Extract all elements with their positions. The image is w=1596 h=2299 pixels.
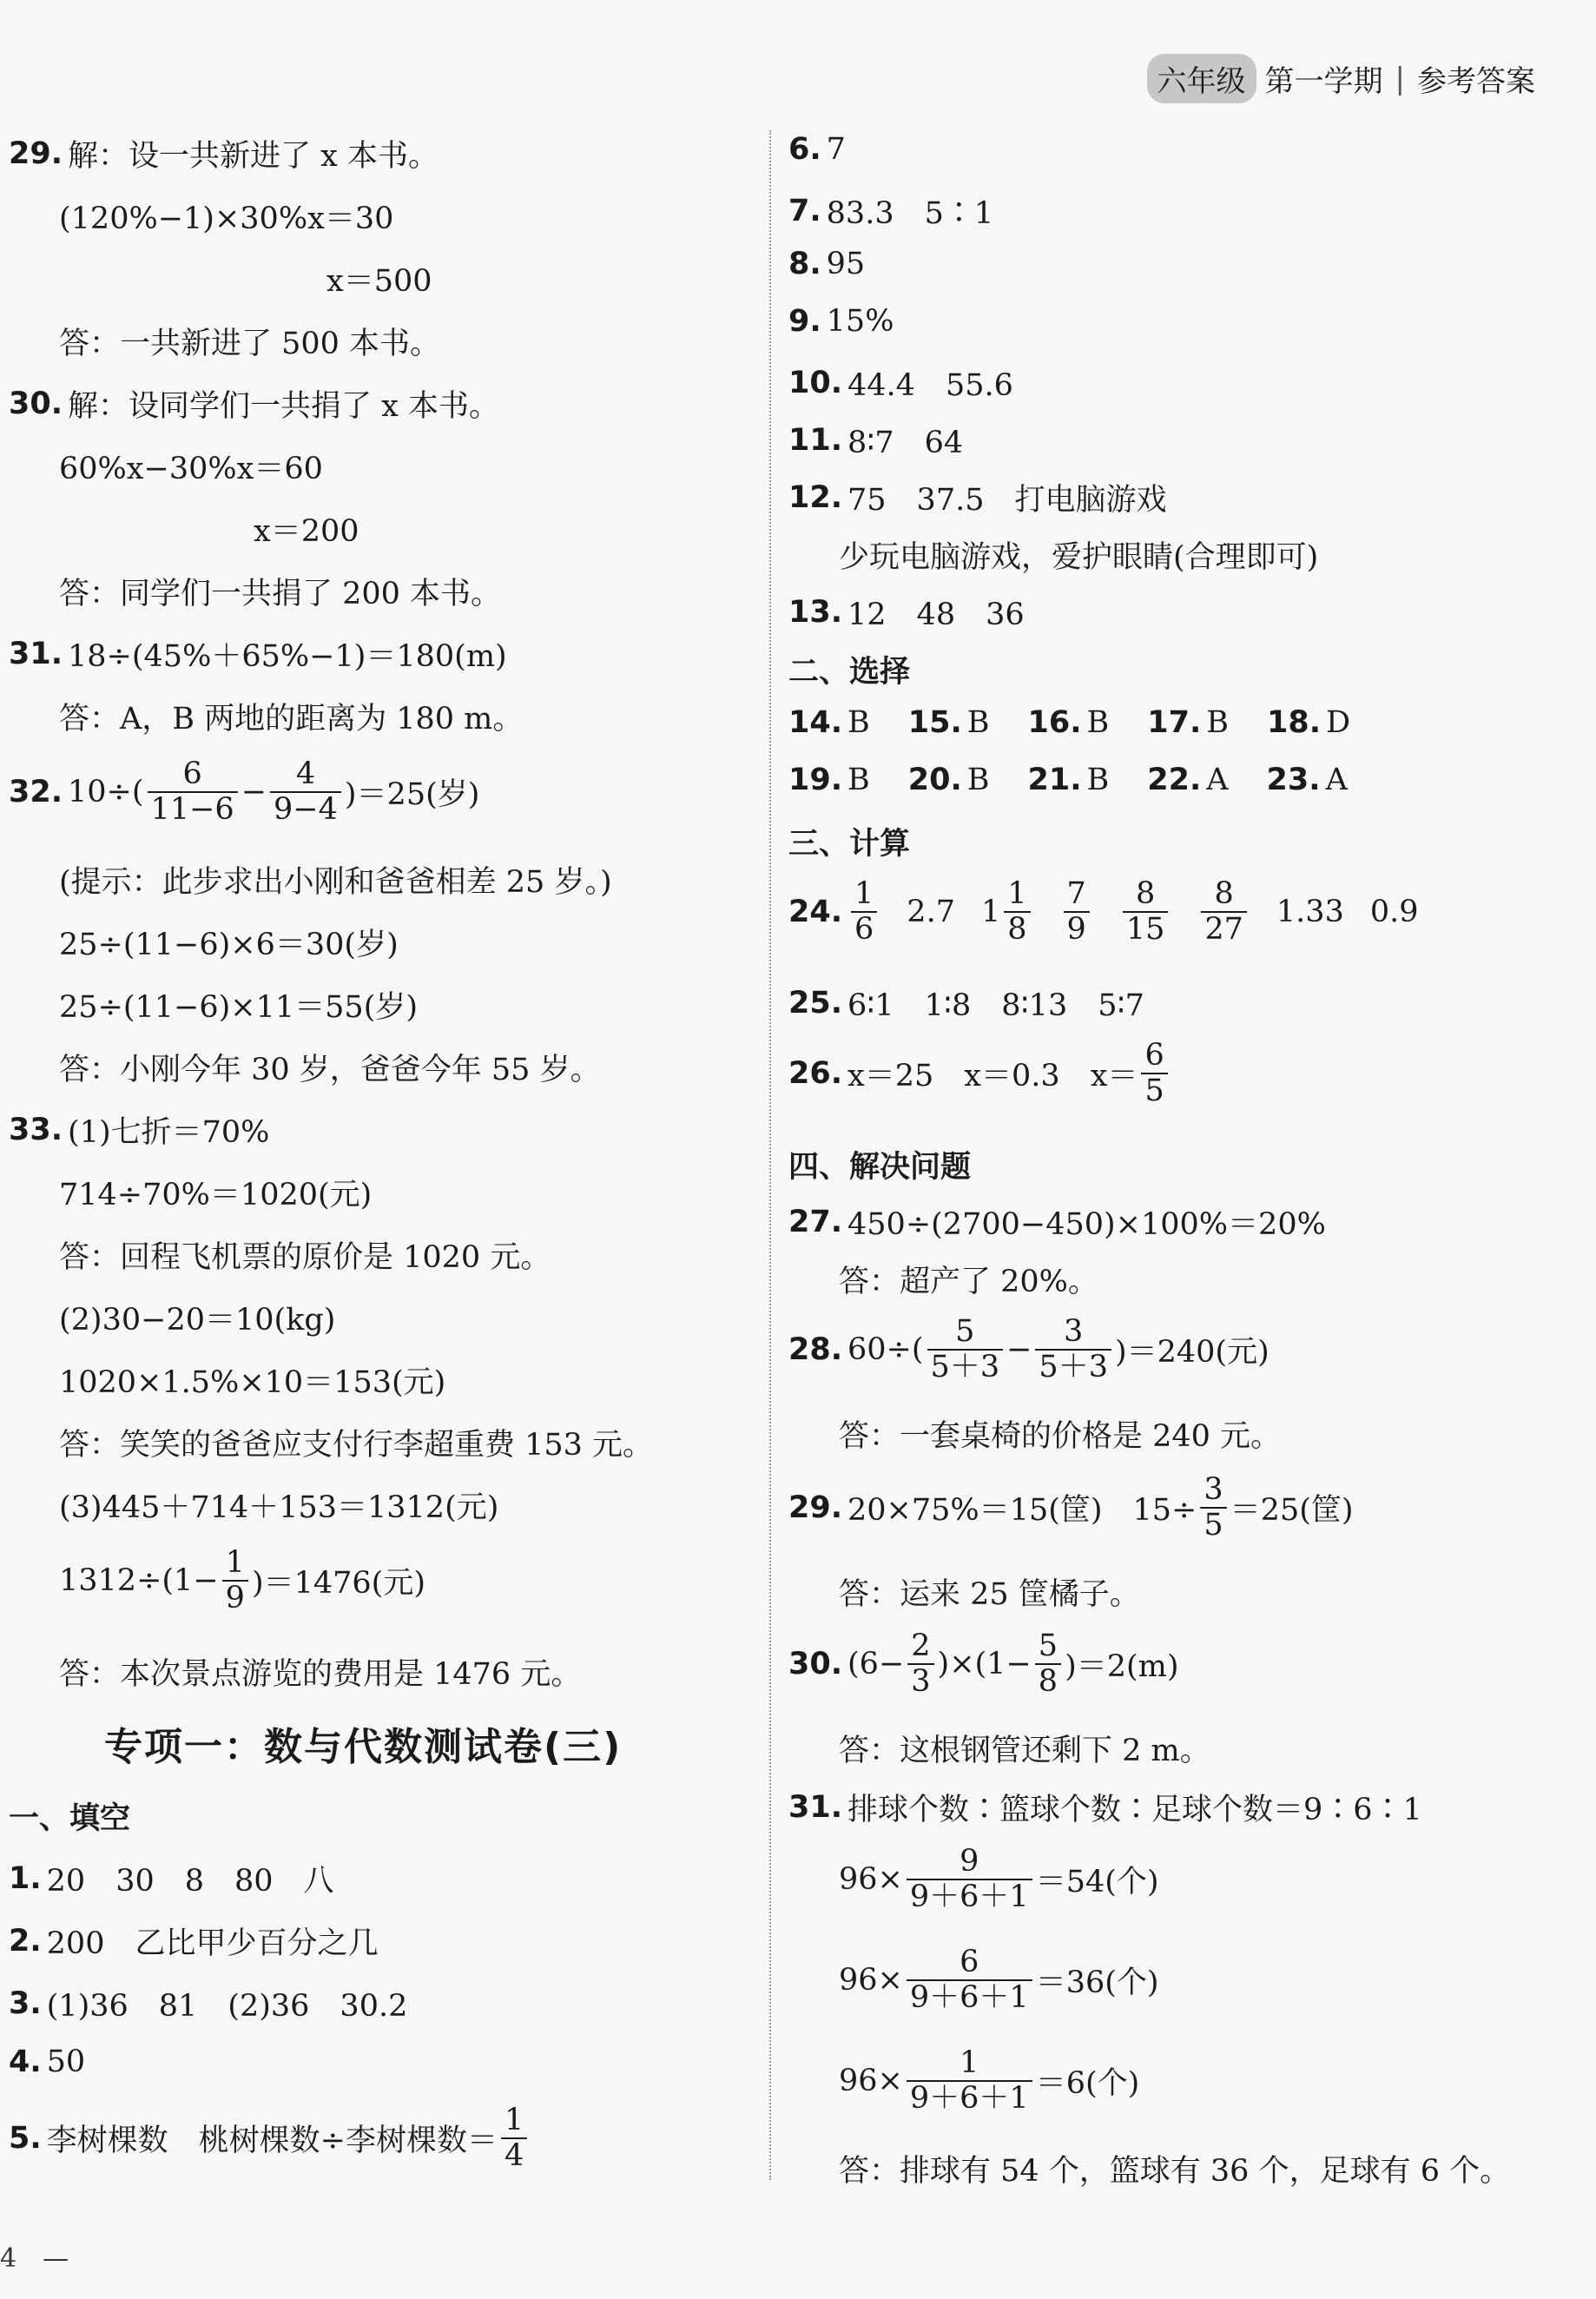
fraction: $\frac{4}{9-4}$ bbox=[270, 757, 341, 826]
answer-line: 13. 12 48 36 bbox=[788, 595, 1025, 632]
answer-line: 答：一共新进了 500 本书。 bbox=[59, 327, 441, 361]
answer-line: 29. 解：设一共新进了 x 本书。 bbox=[9, 136, 439, 174]
answer-line: 25. 6∶1 1∶8 8∶13 5∶7 bbox=[788, 986, 1144, 1023]
choice-row: 14. B 15. B 16. B 17. B 18. D bbox=[788, 705, 1351, 740]
answer-line: 7. 83.3 5∶1 bbox=[788, 194, 994, 231]
answer-line: 96× $\frac{1}{9+6+1}$ ＝6(个) bbox=[839, 2045, 1140, 2116]
fraction: $\frac{1}{6}$ bbox=[851, 877, 877, 946]
fraction: $\frac{6}{9+6+1}$ bbox=[907, 1946, 1032, 2014]
answer-line: (3)445＋714＋153＝1312(元) bbox=[59, 1490, 499, 1525]
answer-line: x＝500 bbox=[326, 264, 432, 299]
answer-line: (2)30−20＝10(kg) bbox=[59, 1303, 336, 1338]
fraction: $\frac{1}{4}$ bbox=[501, 2104, 527, 2172]
section-label: 参考答案 bbox=[1417, 64, 1535, 99]
answer-line: 31. 18÷(45%＋65%−1)＝180(m) bbox=[9, 637, 507, 674]
answer-line: 答：超产了 20%。 bbox=[839, 1265, 1098, 1299]
answer-line: 1020×1.5%×10＝153(元) bbox=[59, 1365, 446, 1400]
answer-line: 答：运来 25 筐橘子。 bbox=[839, 1577, 1140, 1612]
answer-line: 1312÷(1− $\frac{1}{9}$ )＝1476(元) bbox=[59, 1545, 425, 1615]
section-heading: 四、解决问题 bbox=[788, 1150, 972, 1185]
fraction: $\frac{6}{11-6}$ bbox=[148, 757, 238, 826]
answer-line: 8. 95 bbox=[788, 247, 866, 281]
header-separator: | bbox=[1395, 61, 1405, 96]
answer-line: 28. 60÷( $\frac{5}{5+3}$ − $\frac{3}{5+3}$ )＝240(元) bbox=[788, 1314, 1270, 1384]
section-heading: 三、计算 bbox=[788, 827, 911, 862]
answer-line: 6. 7 bbox=[788, 132, 846, 167]
answer-line: 2. 200 乙比甲少百分之几 bbox=[9, 1924, 379, 1961]
fraction: $\frac{3}{5}$ bbox=[1200, 1473, 1226, 1542]
fraction: $\frac{7}{9}$ bbox=[1064, 877, 1090, 946]
answer-line: x＝200 bbox=[254, 514, 359, 549]
answer-line: 27. 450÷(2700−450)×100%＝20% bbox=[788, 1205, 1326, 1242]
fraction: $\frac{5}{8}$ bbox=[1035, 1629, 1061, 1698]
fraction: $\frac{9}{9+6+1}$ bbox=[907, 1845, 1032, 1913]
answer-line: 3. (1)36 81 (2)36 30.2 bbox=[9, 1986, 408, 2024]
section-heading: 一、填空 bbox=[9, 1801, 131, 1836]
answer-line: 答：排球有 54 个，篮球有 36 个，足球有 6 个。 bbox=[839, 2154, 1511, 2189]
fraction: $\frac{1}{9+6+1}$ bbox=[907, 2046, 1032, 2115]
answer-line: 33. (1)七折＝70% bbox=[9, 1113, 270, 1150]
column-divider bbox=[769, 130, 771, 2180]
fraction: $\frac{2}{3}$ bbox=[907, 1629, 933, 1698]
answer-line: 答：这根钢管还剩下 2 m。 bbox=[839, 1734, 1210, 1768]
answer-line: 30. (6− $\frac{2}{3}$ )×(1− $\frac{5}{8}$ )＝2(m) bbox=[788, 1628, 1179, 1699]
answer-line: 12. 75 37.5 打电脑游戏 bbox=[788, 480, 1167, 518]
fraction: $\frac{3}{5+3}$ bbox=[1035, 1315, 1111, 1384]
answer-line: 10. 44.4 55.6 bbox=[788, 366, 1013, 403]
answer-line: 32. 10÷( $\frac{6}{11-6}$ − $\frac{4}{9-4}$ )＝25(岁) bbox=[9, 756, 480, 827]
test-title: 专项一：数与代数测试卷(三) bbox=[104, 1725, 623, 1769]
fraction: $\frac{1}{8}$ bbox=[1004, 877, 1030, 946]
fraction: $\frac{5}{5+3}$ bbox=[927, 1315, 1004, 1384]
page-header bbox=[1147, 54, 1535, 103]
answer-line: 9. 15% bbox=[788, 304, 894, 339]
answer-line: 4. 50 bbox=[9, 2045, 86, 2079]
fraction: $\frac{8}{15}$ bbox=[1123, 877, 1169, 946]
answer-line: 96× $\frac{6}{9+6+1}$ ＝36(个) bbox=[839, 1945, 1159, 2015]
answer-line: 答：回程飞机票的原价是 1020 元。 bbox=[59, 1240, 551, 1275]
answer-line: 30. 解：设同学们一共捐了 x 本书。 bbox=[9, 386, 500, 424]
answer-line: 714÷70%＝1020(元) bbox=[59, 1178, 373, 1212]
answer-line: 25÷(11−6)×11＝55(岁) bbox=[59, 990, 419, 1025]
answer-line: 答：一套桌椅的价格是 240 元。 bbox=[839, 1419, 1282, 1454]
fraction: $\frac{6}{5}$ bbox=[1141, 1039, 1167, 1107]
answer-line: 29. 20×75%＝15(筐) 15÷ $\frac{3}{5}$ ＝25(筐) bbox=[788, 1472, 1354, 1543]
answer-line: 答：笑笑的爸爸应支付行李超重费 153 元。 bbox=[59, 1428, 654, 1463]
answer-line: 答：A，B 两地的距离为 180 m。 bbox=[59, 702, 524, 737]
answer-line: 11. 8∶7 64 bbox=[788, 423, 964, 460]
fraction: $\frac{1}{9}$ bbox=[222, 1546, 248, 1615]
answer-line: 答：同学们一共捐了 200 本书。 bbox=[59, 577, 502, 611]
answer-line: 25÷(11−6)×6＝30(岁) bbox=[59, 928, 399, 962]
answer-line: 5. 李树棵数 桃树棵数÷李树棵数＝ $\frac{1}{4}$ bbox=[9, 2104, 531, 2172]
answer-line: 60%x−30%x＝60 bbox=[59, 452, 323, 486]
answer-line: (提示：此步求出小刚和爸爸相差 25 岁。) bbox=[59, 865, 612, 900]
fraction: $\frac{8}{27}$ bbox=[1201, 877, 1247, 946]
answer-line: 答：小刚今年 30 岁，爸爸今年 55 岁。 bbox=[59, 1053, 601, 1087]
answer-line: 答：本次景点游览的费用是 1476 元。 bbox=[59, 1657, 582, 1692]
answer-line: 1. 20 30 8 80 八 bbox=[9, 1861, 334, 1899]
answer-line: 少玩电脑游戏，爱护眼睛(合理即可) bbox=[839, 540, 1319, 575]
page-number: 4 — bbox=[0, 2243, 69, 2274]
answer-line: 26. x＝25 x＝0.3 x＝ $\frac{6}{5}$ bbox=[788, 1039, 1171, 1107]
grade-badge: 六年级 bbox=[1147, 54, 1256, 103]
choice-row: 19. B 20. B 21. B 22. A 23. A bbox=[788, 763, 1348, 797]
term-label: 第一学期 bbox=[1264, 64, 1383, 99]
answer-line: (120%−1)×30%x＝30 bbox=[59, 201, 394, 236]
answer-line: 24. $\frac{1}{6}$ 2.7 1 $\frac{1}{8}$ $\frac{7}{9}$ $\frac{8}{15}$ $\frac{8}{27}$ 1.33 0.9 bbox=[788, 876, 1419, 947]
answer-line: 96× $\frac{9}{9+6+1}$ ＝54(个) bbox=[839, 1844, 1159, 1914]
section-heading: 二、选择 bbox=[788, 655, 911, 690]
answer-line: 31. 排球个数∶篮球个数∶足球个数＝9∶6∶1 bbox=[788, 1790, 1422, 1827]
